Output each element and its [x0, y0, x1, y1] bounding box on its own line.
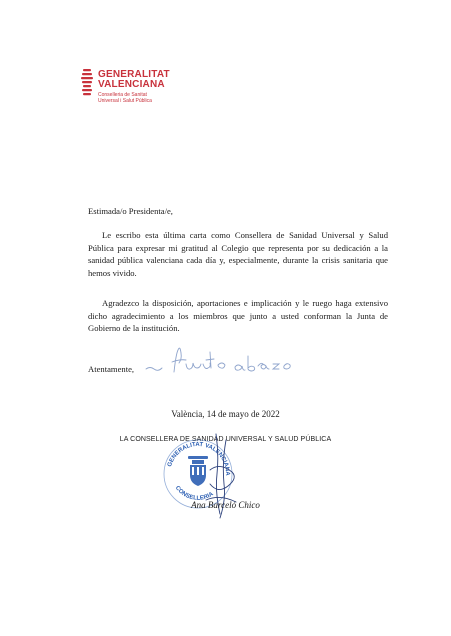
- date-line: València, 14 de mayo de 2022: [171, 409, 280, 419]
- logo-text: [98, 70, 170, 104]
- signer-role: LA CONSELLERA DE SANIDAD UNIVERSAL Y SALUD PÚBLICA: [119, 436, 332, 443]
- logo-org-line1: GENERALITAT: [98, 69, 170, 80]
- handwritten-note: [142, 342, 302, 378]
- paragraph-2: Agradezco la disposición, aportaciones e implicación y le ruego haga extensivo dicho agradecimiento a los miembros que junto a usted conforman la Junta de Gobierno de la institución.: [88, 298, 388, 333]
- paragraph-1: Le escribo esta última carta como Consellera de Sanidad Universal y Salud Pública para expresar mi gratitud al Colegio que representa por su dedicación a la sanidad pública valenciana cada día y, especialmente, durante la crisis sanitaria que hemos vivido.: [88, 230, 388, 278]
- closing: Atentamente,: [88, 364, 135, 374]
- signer-name: Ana Barceló Chico: [191, 500, 260, 510]
- svg-text:GENERALITAT VALENCIANA: GENERALITAT VALENCIANA: [167, 441, 231, 476]
- salutation: Estimada/o Presidenta/e,: [88, 206, 173, 216]
- signature: [180, 430, 260, 530]
- logo-org-line2: VALENCIANA: [98, 79, 165, 90]
- logo-dept-line1: Conselleria de Sanitat: [98, 92, 147, 98]
- logo-dept-line2: Universal i Salut Pública: [98, 98, 152, 104]
- generalitat-emblem-icon: [80, 68, 96, 108]
- generalitat-logo: [80, 68, 200, 116]
- svg-text:CONSELLERIA: CONSELLERIA: [173, 485, 215, 502]
